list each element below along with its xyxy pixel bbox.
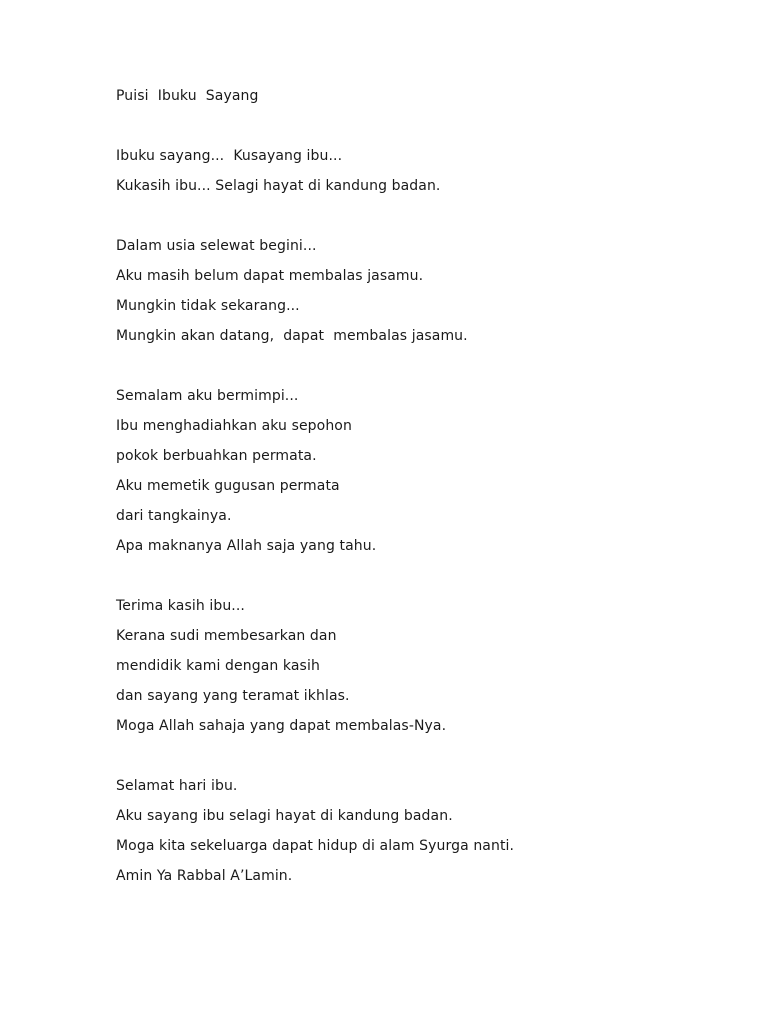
stanza-4-line-1: Terima kasih ibu... xyxy=(116,598,245,614)
stanza-4-line-4: dan sayang yang teramat ikhlas. xyxy=(116,688,350,704)
stanza-5-line-4: Amin Ya Rabbal A’Lamin. xyxy=(116,868,293,884)
stanza-5-line-1: Selamat hari ibu. xyxy=(116,778,238,794)
stanza-5-line-3: Moga kita sekeluarga dapat hidup di alam Syurga nanti. xyxy=(116,838,515,854)
stanza-4-line-3: mendidik kami dengan kasih xyxy=(116,658,320,674)
stanza-2-line-2: Aku masih belum dapat membalas jasamu. xyxy=(116,268,424,284)
stanza-2-line-1: Dalam usia selewat begini... xyxy=(116,238,317,254)
stanza-5-line-2: Aku sayang ibu selagi hayat di kandung badan. xyxy=(116,808,453,824)
stanza-3-line-6: Apa maknanya Allah saja yang tahu. xyxy=(116,538,377,554)
stanza-3-line-1: Semalam aku bermimpi... xyxy=(116,388,299,404)
stanza-3-line-5: dari tangkainya. xyxy=(116,508,232,524)
stanza-3-line-4: Aku memetik gugusan permata xyxy=(116,478,340,494)
stanza-4-line-5: Moga Allah sahaja yang dapat membalas-Nya. xyxy=(116,718,447,734)
stanza-2-line-4: Mungkin akan datang, dapat membalas jasamu. xyxy=(116,328,468,344)
stanza-1-line-2: Kukasih ibu... Selagi hayat di kandung badan. xyxy=(116,178,441,194)
poem-title: Puisi Ibuku Sayang xyxy=(116,88,259,104)
stanza-4-line-2: Kerana sudi membesarkan dan xyxy=(116,628,337,644)
stanza-3-line-3: pokok berbuahkan permata. xyxy=(116,448,317,464)
stanza-3-line-2: Ibu menghadiahkan aku sepohon xyxy=(116,418,352,434)
stanza-1-line-1: Ibuku sayang... Kusayang ibu... xyxy=(116,148,343,164)
stanza-2-line-3: Mungkin tidak sekarang... xyxy=(116,298,300,314)
